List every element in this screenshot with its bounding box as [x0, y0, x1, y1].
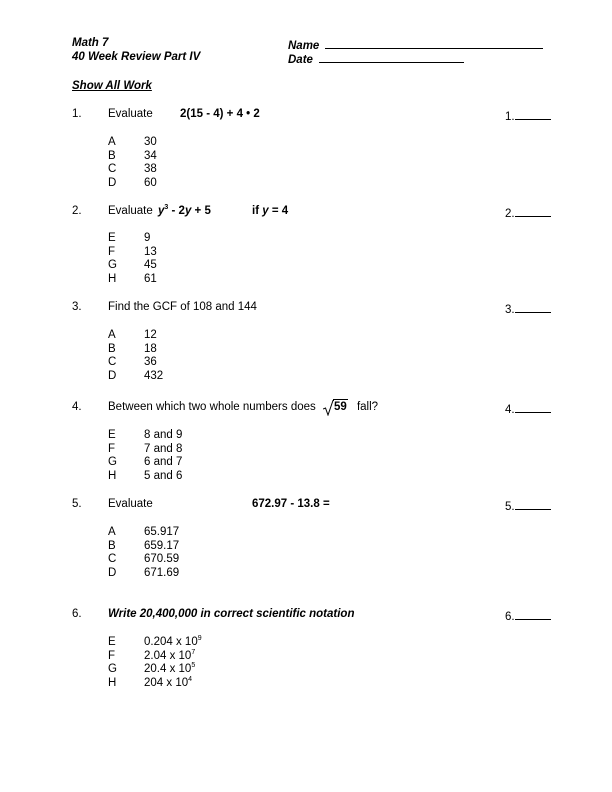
- expr-var-y2: y: [184, 205, 192, 217]
- question-5-expression: 672.97 - 13.8 =: [252, 498, 330, 510]
- square-root-icon: [323, 401, 348, 413]
- question-4-prompt-before: Between which two whole numbers does: [108, 401, 316, 413]
- choice-value: [144, 677, 192, 689]
- choice-letter: D: [108, 176, 117, 189]
- choice-letter: E: [108, 232, 116, 244]
- answer-blank-6[interactable]: [505, 608, 551, 623]
- question-5-prompt: Evaluate: [108, 498, 153, 510]
- answer-label-2: 2.: [505, 208, 515, 220]
- answer-label-6: 6.: [505, 611, 515, 623]
- date-blank[interactable]: [319, 51, 464, 63]
- answer-line-4: [515, 401, 551, 413]
- choice-letter: G: [108, 663, 117, 675]
- choice-value: 670.59: [144, 553, 180, 565]
- question-4-prompt-after: fall?: [356, 401, 379, 413]
- choice-letter: A: [108, 136, 116, 148]
- sci-exponent: 9: [197, 635, 202, 642]
- sci-base: 204 x 10: [144, 676, 189, 689]
- choice-letter: F: [108, 245, 116, 258]
- choice-value: 432: [144, 369, 164, 382]
- choice-value: 12: [144, 329, 157, 341]
- choice-value: 65.917: [144, 526, 180, 538]
- radical-sign: [323, 400, 334, 416]
- answer-blank-5[interactable]: [505, 498, 551, 513]
- question-3-prompt: Find the GCF of 108 and 144: [108, 301, 257, 313]
- answer-line-1: [515, 108, 551, 120]
- answer-line-2: [515, 205, 551, 217]
- question-3-number: 3.: [72, 301, 82, 313]
- answer-line-3: [515, 301, 551, 313]
- date-field[interactable]: [288, 51, 464, 66]
- question-2-prompt: Evaluate: [108, 205, 153, 217]
- expr-tail: + 5: [191, 205, 211, 217]
- name-field[interactable]: [288, 37, 543, 52]
- choice-value: 6 and 7: [144, 456, 183, 468]
- course-title: Math 7: [72, 37, 109, 49]
- answer-line-6: [515, 608, 551, 620]
- radicand: 59: [333, 401, 347, 413]
- choice-letter: D: [108, 369, 117, 382]
- choice-letter: H: [108, 469, 117, 482]
- question-1-number: 1.: [72, 108, 82, 120]
- choice-letter: E: [108, 636, 116, 648]
- sci-base: 20.4 x 10: [144, 663, 192, 675]
- choice-value: 9: [144, 232, 151, 244]
- choice-letter: E: [108, 429, 116, 441]
- choice-letter: H: [108, 676, 117, 689]
- question-1-prompt: Evaluate: [108, 108, 153, 120]
- answer-label-4: 4.: [505, 404, 515, 416]
- choice-value: 38: [144, 163, 157, 175]
- question-6-prompt: Write 20,400,000 in correct scientific notation: [108, 608, 355, 620]
- choice-letter: C: [108, 163, 117, 175]
- question-4-number: 4.: [72, 401, 82, 413]
- question-1-expression: 2(15 - 4) + 4 • 2: [180, 108, 260, 120]
- question-6-number: 6.: [72, 608, 82, 620]
- sci-exponent: 5: [191, 662, 196, 669]
- choice-value: 659.17: [144, 539, 180, 552]
- choice-value: 5 and 6: [144, 469, 183, 482]
- choice-value: [144, 636, 202, 648]
- name-label: Name: [288, 40, 320, 52]
- sci-exponent: 7: [191, 648, 196, 656]
- expr-var-y: y: [158, 205, 165, 217]
- answer-blank-4[interactable]: [505, 401, 551, 416]
- choice-letter: C: [108, 553, 117, 565]
- choice-value: 60: [144, 176, 157, 189]
- choice-value: 61: [144, 272, 157, 285]
- choice-letter: B: [108, 539, 116, 552]
- choice-value: 7 and 8: [144, 442, 183, 455]
- choice-letter: D: [108, 566, 117, 579]
- choice-letter: G: [108, 259, 117, 271]
- answer-line-5: [515, 498, 551, 510]
- condition-tail: = 4: [268, 205, 289, 217]
- expr-middle: - 2: [168, 205, 185, 217]
- sci-exponent: 4: [188, 675, 193, 683]
- answer-label-3: 3.: [505, 304, 515, 316]
- choice-value: 30: [144, 136, 157, 148]
- choice-value: 36: [144, 356, 157, 368]
- expr-exponent: 3: [164, 204, 169, 211]
- name-blank[interactable]: [325, 37, 543, 49]
- sci-base: 2.04 x 10: [144, 649, 192, 662]
- choice-value: [144, 663, 195, 675]
- choice-letter: B: [108, 149, 116, 162]
- question-2-number: 2.: [72, 205, 82, 217]
- answer-blank-2[interactable]: [505, 205, 551, 220]
- answer-label-1: 1.: [505, 111, 515, 123]
- question-2-condition: [252, 205, 288, 217]
- choice-letter: C: [108, 356, 117, 368]
- answer-blank-1[interactable]: [505, 108, 551, 123]
- choice-value: [144, 650, 195, 662]
- choice-value: 8 and 9: [144, 429, 183, 441]
- choice-value: 671.69: [144, 566, 180, 579]
- answer-blank-3[interactable]: [505, 301, 551, 316]
- choice-letter: F: [108, 442, 116, 455]
- choice-letter: F: [108, 649, 116, 662]
- question-2-expression: [158, 205, 211, 217]
- date-label: Date: [288, 54, 313, 66]
- condition-var: y: [262, 205, 269, 217]
- choice-letter: B: [108, 342, 116, 355]
- choice-letter: A: [108, 526, 116, 538]
- choice-value: 45: [144, 259, 157, 271]
- choice-letter: G: [108, 456, 117, 468]
- condition-if: if: [252, 205, 263, 217]
- choice-value: 13: [144, 245, 157, 258]
- choice-value: 34: [144, 149, 157, 162]
- worksheet-subtitle: 40 Week Review Part IV: [72, 51, 201, 63]
- question-5-number: 5.: [72, 498, 82, 510]
- choice-value: 18: [144, 342, 157, 355]
- choice-letter: H: [108, 272, 117, 285]
- question-4-prompt: [108, 401, 378, 413]
- answer-label-5: 5.: [505, 501, 515, 513]
- choice-letter: A: [108, 329, 116, 341]
- show-work-instruction: Show All Work: [72, 80, 152, 92]
- sci-base: 0.204 x 10: [144, 636, 198, 648]
